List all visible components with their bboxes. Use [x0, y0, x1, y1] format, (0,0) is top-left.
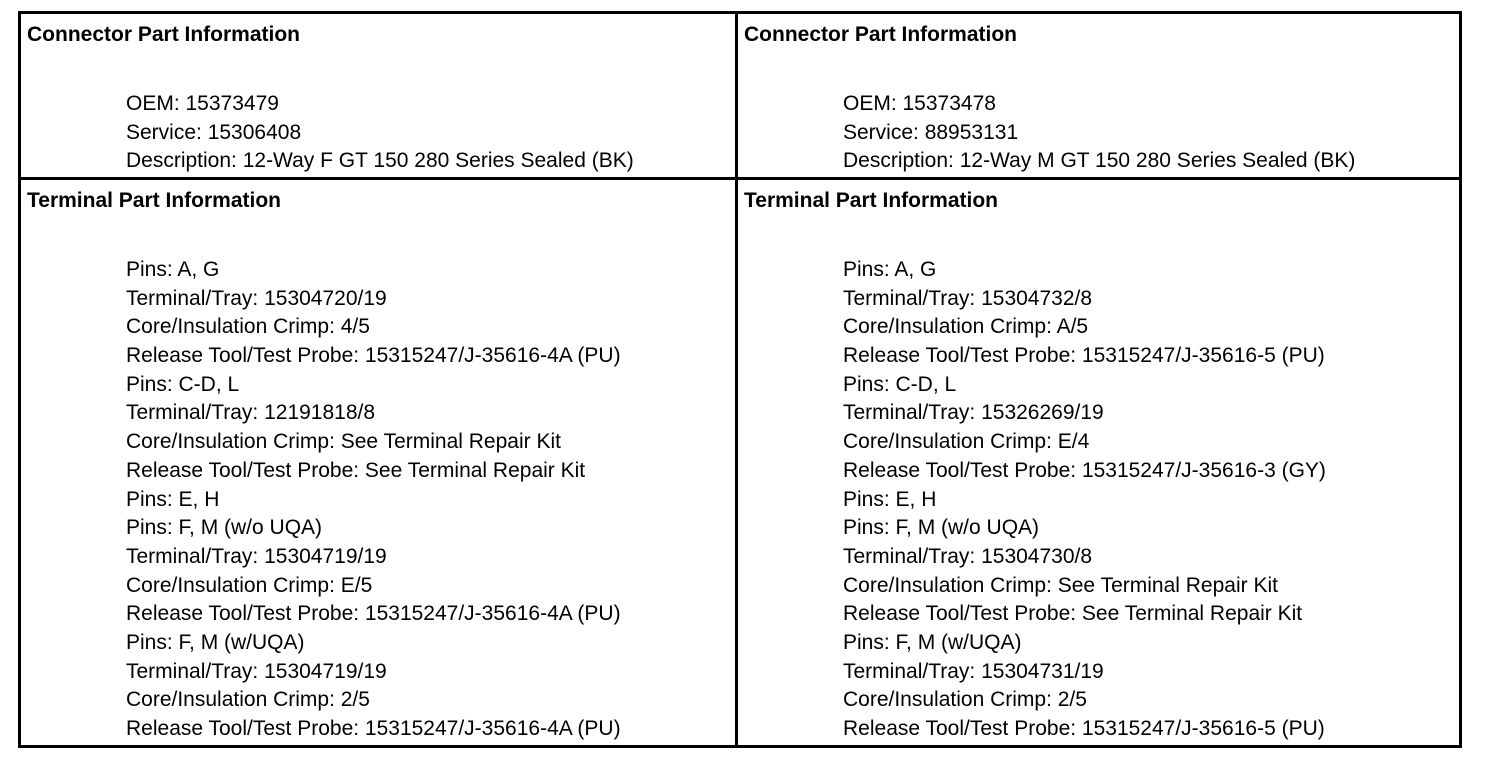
info-line: Pins: F, M (w/o UQA) — [843, 516, 1040, 540]
info-line: Terminal/Tray: 15304719/19 — [126, 659, 387, 683]
info-line: Core/Insulation Crimp: 2/5 — [843, 688, 1087, 712]
info-line: Core/Insulation Crimp: E/5 — [126, 573, 373, 597]
info-line: Terminal/Tray: 15304731/19 — [843, 659, 1104, 683]
info-line: Description: 12-Way M GT 150 280 Series Sealed (BK) — [843, 149, 1356, 173]
connector-lines-left — [126, 90, 634, 176]
info-line: Core/Insulation Crimp: 4/5 — [126, 315, 370, 339]
info-line: Release Tool/Test Probe: 15315247/J-35616-4A (PU) — [126, 717, 621, 740]
info-line: Service: 88953131 — [843, 120, 1019, 144]
info-line: Release Tool/Test Probe: 15315247/J-35616-5 (PU) — [843, 717, 1325, 740]
info-line: OEM: 15373479 — [126, 92, 279, 115]
info-line: Terminal/Tray: 15326269/19 — [843, 401, 1104, 425]
connector-info-table — [18, 11, 1462, 748]
info-line: Pins: E, H — [843, 487, 937, 511]
info-line: Release Tool/Test Probe: 15315247/J-35616-4A (PU) — [126, 344, 621, 368]
terminal-info-right-cell — [738, 180, 1459, 745]
info-line: Pins: F, M (w/o UQA) — [126, 516, 323, 540]
info-line: Pins: A, G — [843, 258, 937, 281]
info-line: Pins: C-D, L — [126, 372, 240, 396]
info-line: Core/Insulation Crimp: A/5 — [843, 315, 1089, 339]
connector-info-right-cell — [738, 14, 1459, 180]
connector-info-left-cell — [21, 14, 738, 180]
info-line: Terminal/Tray: 15304732/8 — [843, 286, 1093, 310]
info-line: OEM: 15373478 — [843, 92, 996, 115]
info-line: Release Tool/Test Probe: 15315247/J-35616-4A (PU) — [126, 602, 621, 626]
info-line: Description: 12-Way F GT 150 280 Series Sealed (BK) — [126, 149, 634, 173]
info-line: Release Tool/Test Probe: 15315247/J-35616-3 (GY) — [843, 458, 1326, 482]
info-line: Terminal/Tray: 15304720/19 — [126, 286, 387, 310]
info-line: Core/Insulation Crimp: See Terminal Repair Kit — [843, 573, 1278, 597]
info-line: Pins: F, M (w/UQA) — [843, 630, 1022, 654]
info-line: Terminal/Tray: 12191818/8 — [126, 401, 376, 425]
info-line: Pins: E, H — [126, 487, 220, 511]
info-line: Core/Insulation Crimp: 2/5 — [126, 688, 370, 712]
terminal-lines-right — [843, 256, 1326, 744]
info-line: Release Tool/Test Probe: See Terminal Repair Kit — [126, 458, 586, 482]
info-line: Pins: F, M (w/UQA) — [126, 630, 305, 654]
info-line: Core/Insulation Crimp: E/4 — [843, 430, 1090, 454]
info-line: Release Tool/Test Probe: 15315247/J-35616-5 (PU) — [843, 344, 1325, 368]
terminal-lines-left — [126, 256, 621, 744]
terminal-heading-right: Terminal Part Information — [744, 189, 998, 212]
info-line: Pins: A, G — [126, 258, 220, 281]
info-line: Terminal/Tray: 15304730/8 — [843, 544, 1093, 568]
connector-heading-right: Connector Part Information — [744, 23, 1018, 46]
connector-heading-left: Connector Part Information — [27, 23, 301, 46]
info-line: Service: 15306408 — [126, 120, 302, 144]
info-line: Terminal/Tray: 15304719/19 — [126, 544, 387, 568]
info-line: Release Tool/Test Probe: See Terminal Repair Kit — [843, 602, 1303, 626]
connector-lines-right — [843, 90, 1355, 176]
terminal-info-left-cell — [21, 180, 738, 745]
info-line: Pins: C-D, L — [843, 372, 957, 396]
terminal-heading-left: Terminal Part Information — [27, 189, 281, 212]
info-line: Core/Insulation Crimp: See Terminal Repair Kit — [126, 430, 561, 454]
